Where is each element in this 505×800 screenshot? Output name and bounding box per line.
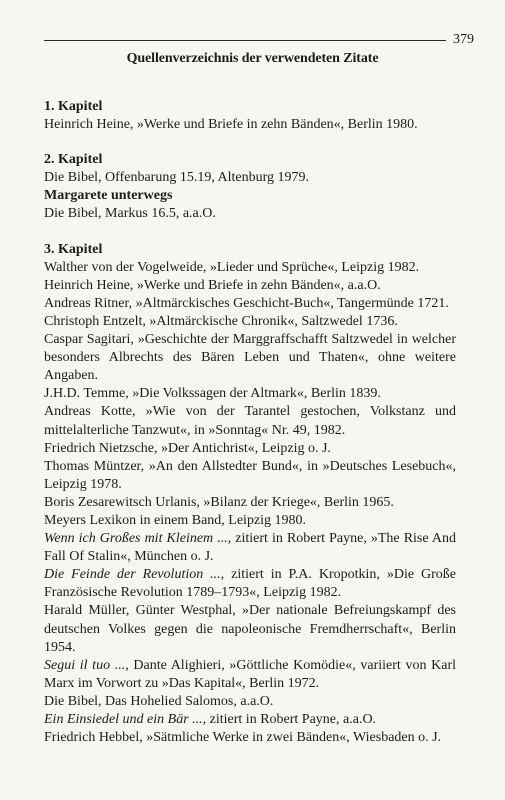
citation-text: Die Bibel, Das Hohelied Salomos, a.a.O. [44, 693, 274, 709]
citation-entry [44, 693, 456, 711]
quotation-incipit: Wenn ich Großes mit Kleinem ... [44, 531, 228, 547]
page-number: 379 [453, 32, 474, 47]
chapter-2 [44, 151, 456, 223]
citation-entry [44, 657, 456, 693]
citation-text: Boris Zesarewitsch Urlanis, »Bilanz der Kriege«, Berlin 1965. [44, 494, 394, 510]
quotation-incipit: Die Feinde der Revolution ... [44, 567, 221, 583]
quotation-incipit: Ein Einsiedel und ein Bär ... [44, 712, 203, 727]
citation-text: J.H.D. Temme, »Die Volkssagen der Altmark«, Berlin 1839. [44, 386, 381, 402]
citation-entry: Die Bibel, Markus 16.5, a.a.O. [44, 206, 216, 222]
citation-text: Meyers Lexikon in einem Band, Leipzig 1980. [44, 512, 307, 528]
page-title: Quellenverzeichnis der verwendeten Zitate [126, 51, 379, 66]
citation-entry: Die Bibel, Offenbarung 15.19, Altenburg 1979. [44, 170, 310, 186]
citation-text: , zitiert in P.A. Kropotkin, »Die Große Französische Revolution 1789–1793«, Leipzig 1982. [44, 567, 456, 601]
citation-entry [44, 403, 456, 439]
citation-entry [44, 277, 456, 295]
chapter-heading: 3. Kapitel [44, 241, 103, 257]
citation-entry: Heinrich Heine, »Werke und Briefe in zehn Bänden«, Berlin 1980. [44, 117, 418, 133]
citation-text: , Dante Alighieri, »Göttliche Komödie«, variiert von Karl Marx im Vorwort zu »Das Kapital«, Berlin 1972. [44, 657, 456, 691]
citation-text: , zitiert in Robert Payne, »The Rise And Fall Of Stalin«, München o. J. [44, 531, 456, 565]
citation-entry [44, 494, 456, 512]
citation-entry [44, 566, 456, 602]
citation-text: Andreas Kotte, »Wie von der Tarantel gestochen, Volkstanz und mittelalterliche Tanzwut«, in »Sonntag« Nr. 49, 1982. [44, 404, 456, 438]
citation-text: Thomas Müntzer, »An den Allstedter Bund«, in »Deutsches Lesebuch«, Leipzig 1978. [44, 458, 456, 492]
citation-text: Walther von der Vogelweide, »Lieder und Sprüche«, Leipzig 1982. [44, 259, 420, 275]
citation-entry [44, 512, 456, 530]
citation-entry [44, 458, 456, 494]
chapter-heading: 1. Kapitel [44, 99, 103, 114]
citation-entry [44, 295, 456, 313]
quotation-incipit: Segui il tuo ... [44, 657, 126, 673]
citation-entry [44, 331, 456, 385]
citation-entry [44, 440, 456, 458]
citation-entry [44, 259, 456, 277]
section-subheading: Margarete unterwegs [44, 188, 173, 204]
citation-entry [44, 313, 456, 331]
citation-entry [44, 711, 456, 729]
bibliography-list [44, 98, 456, 764]
chapter-3 [44, 241, 456, 748]
citation-entry [44, 530, 456, 566]
citation-text: Friedrich Nietzsche, »Der Antichrist«, Leipzig o. J. [44, 440, 331, 456]
citation-text: , zitiert in Robert Payne, a.a.O. [202, 712, 377, 727]
citation-text: Caspar Sagitari, »Geschichte der Marggraffschafft Saltzwedel in welcher besonders Albrechts des Bären Leben und Thaten«, ohne weitere Angaben. [44, 332, 456, 384]
citation-text: Andreas Ritner, »Altmärckisches Geschicht-Buch«, Tangermünde 1721. [44, 295, 449, 311]
citation-text: Harald Müller, Günter Westphal, »Der nationale Befreiungskampf des deutschen Volkes gegen die napoleonische Fremdherrschaft«, Berlin 1954. [44, 603, 456, 655]
citation-entry [44, 385, 456, 403]
citation-text: Friedrich Hebbel, »Sätmliche Werke in zwei Bänden«, Wiesbaden o. J. [44, 730, 442, 746]
citation-text: Heinrich Heine, »Werke und Briefe in zehn Bänden«, a.a.O. [44, 277, 381, 293]
chapter-heading: 2. Kapitel [44, 152, 103, 168]
citation-entry [44, 602, 456, 656]
citation-entry [44, 729, 456, 747]
chapter-1 [44, 98, 456, 134]
citation-text: Christoph Entzelt, »Altmärckische Chronik«, Saltzwedel 1736. [44, 313, 398, 329]
header-rule [44, 40, 446, 41]
